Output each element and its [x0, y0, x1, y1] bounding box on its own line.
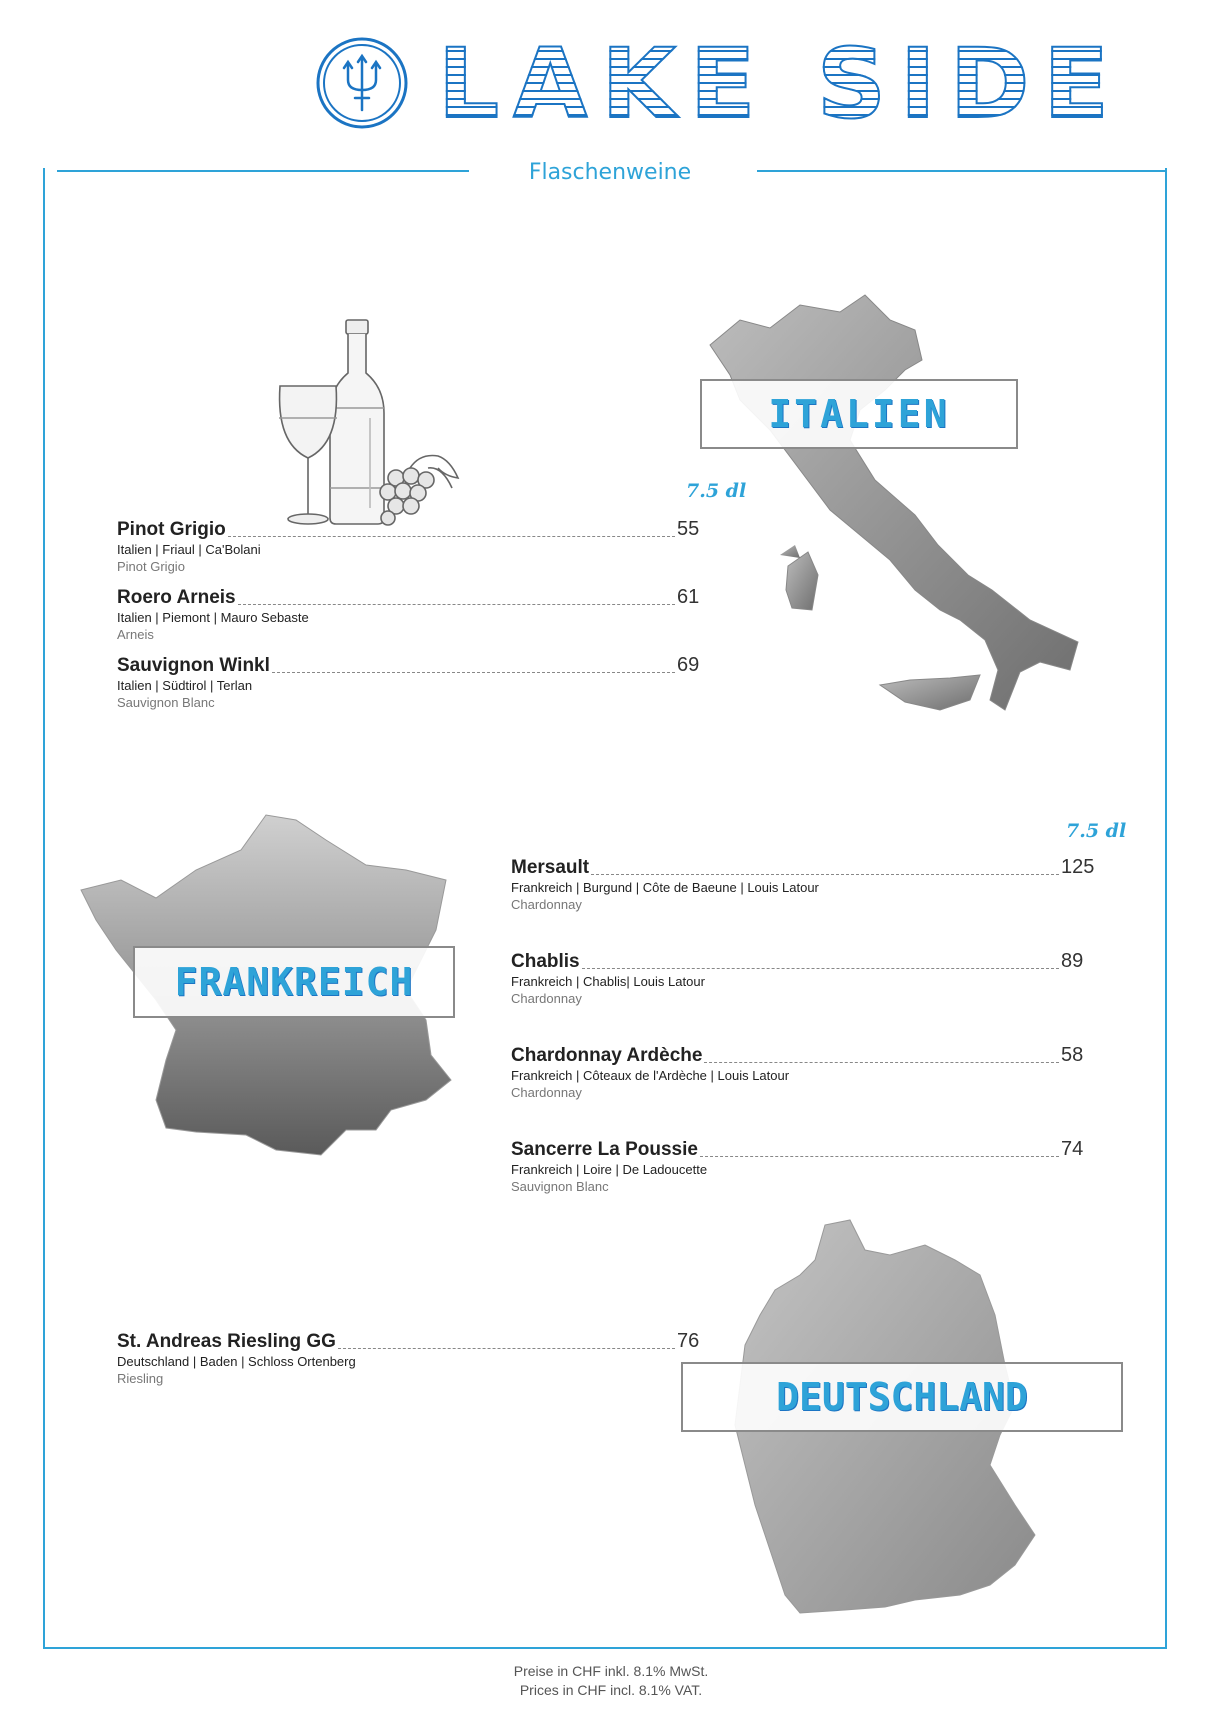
- wine-item: [117, 654, 717, 710]
- dotted-leader: [700, 1156, 1059, 1157]
- wine-origin: Frankreich | Loire | De Ladoucette: [511, 1162, 708, 1177]
- country-label-deutschland: DEUTSCHLAND: [681, 1362, 1123, 1432]
- wine-grape: Pinot Grigio: [117, 559, 185, 574]
- dotted-leader: [338, 1348, 675, 1349]
- wine-origin: Frankreich | Côteaux de l'Ardèche | Louis Latour: [511, 1068, 790, 1083]
- wine-price: 58: [1061, 1044, 1084, 1066]
- wine-grape: Arneis: [117, 627, 154, 642]
- wine-price: 89: [1061, 950, 1084, 972]
- italy-map: [700, 290, 1090, 750]
- wine-item: [117, 1330, 717, 1386]
- brand-name: LAKE SIDE: [438, 28, 1123, 140]
- dotted-leader: [591, 874, 1059, 875]
- dotted-leader: [704, 1062, 1059, 1063]
- dotted-leader: [582, 968, 1059, 969]
- frame-top-right: [757, 170, 1165, 172]
- wine-name: Roero Arneis: [117, 587, 236, 608]
- wine-item: [511, 1044, 1101, 1100]
- wine-grape: Chardonnay: [511, 897, 582, 912]
- frame-right: [1165, 168, 1167, 1648]
- wine-grape: Sauvignon Blanc: [511, 1179, 609, 1194]
- footer-line-de: Preise in CHF inkl. 8.1% MwSt.: [513, 1663, 709, 1679]
- wine-item: [511, 856, 1101, 912]
- footer-line-en: Prices in CHF incl. 8.1% VAT.: [519, 1682, 703, 1698]
- footer-note: [0, 1662, 1222, 1700]
- wine-item: [117, 586, 717, 642]
- dotted-leader: [272, 672, 675, 673]
- wine-name: St. Andreas Riesling GG: [117, 1331, 336, 1352]
- wine-price: 55: [677, 518, 700, 540]
- wine-name: Sauvignon Winkl: [117, 655, 270, 676]
- wine-origin: Italien | Südtirol | Terlan: [117, 678, 253, 693]
- wine-name: Sancerre La Poussie: [511, 1139, 698, 1160]
- frame-top-left: [57, 170, 469, 172]
- trident-logo-icon: [315, 36, 409, 130]
- wine-grape: Chardonnay: [511, 991, 582, 1006]
- wine-price: 74: [1061, 1138, 1084, 1160]
- wine-price: 69: [677, 654, 700, 676]
- wine-price: 61: [677, 586, 700, 608]
- wine-origin: Frankreich | Burgund | Côte de Baeune | Louis Latour: [511, 880, 819, 895]
- wine-origin: Frankreich | Chablis| Louis Latour: [511, 974, 705, 989]
- wine-origin: Italien | Piemont | Mauro Sebaste: [117, 610, 309, 625]
- wine-grape: Riesling: [117, 1371, 164, 1386]
- wine-name: Pinot Grigio: [117, 519, 226, 540]
- wine-origin: Italien | Friaul | Ca'Bolani: [117, 542, 261, 557]
- section-title: Flaschenweine: [528, 160, 692, 185]
- wine-grape: Chardonnay: [511, 1085, 582, 1100]
- wine-grape: Sauvignon Blanc: [117, 695, 215, 710]
- wine-price: 76: [677, 1330, 700, 1352]
- dotted-leader: [228, 536, 675, 537]
- size-label-italien: 7.5 dl: [686, 480, 747, 502]
- country-label-italien: ITALIEN: [700, 379, 1018, 449]
- wine-price: 125: [1061, 856, 1095, 878]
- size-label-frankreich: 7.5 dl: [1066, 820, 1127, 842]
- wine-item: [511, 1138, 1101, 1194]
- wine-name: Chardonnay Ardèche: [511, 1045, 703, 1066]
- frame-left: [43, 168, 45, 1648]
- country-label-frankreich: FRANKREICH: [133, 946, 455, 1018]
- wine-bottle-glass-illustration: [270, 318, 470, 533]
- frame-bottom: [43, 1647, 1167, 1649]
- wine-origin: Deutschland | Baden | Schloss Ortenberg: [117, 1354, 356, 1369]
- wine-item: [117, 518, 717, 574]
- dotted-leader: [238, 604, 675, 605]
- wine-name: Chablis: [511, 951, 580, 972]
- wine-item: [511, 950, 1101, 1006]
- wine-name: Mersault: [511, 857, 590, 878]
